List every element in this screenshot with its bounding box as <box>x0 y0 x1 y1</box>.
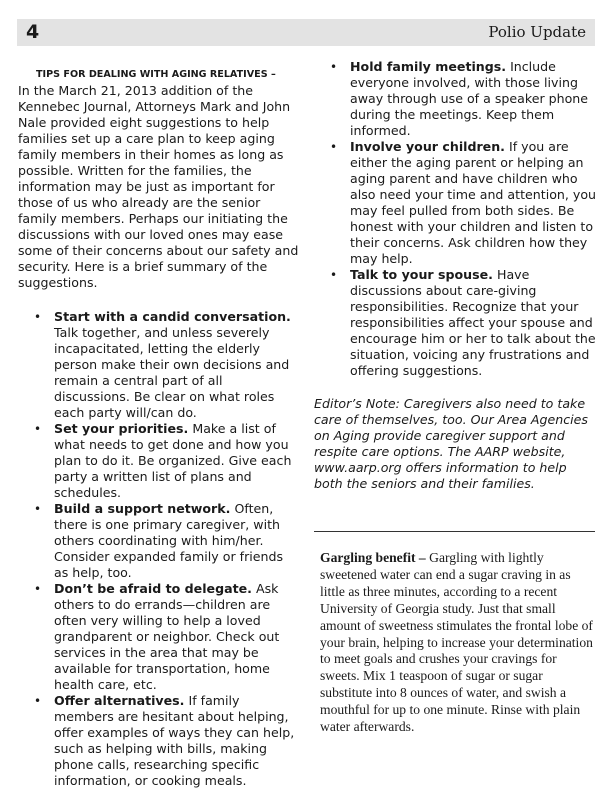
list-item <box>18 309 300 421</box>
tip-title: Set your priorities. <box>54 421 189 436</box>
list-item <box>314 139 598 267</box>
right-column <box>314 59 598 505</box>
tip-text: Ask others to do errands—children are often very willing to help a loved grandparent or neighbor. Check out services in the area that may be available for transportation, home health care, etc. <box>54 581 280 692</box>
page-header <box>17 19 595 46</box>
tip-text: Often, there is one primary caregiver, with others coordinating with him/her. Consider expanded family or friends as help, too. <box>54 501 284 580</box>
tips-list-left <box>18 309 300 789</box>
list-item <box>18 581 300 693</box>
list-item <box>18 501 300 581</box>
editors-note: Editor’s Note: Caregivers also need to take care of themselves, too. Our Area Agencies on Aging provide caregiver support and respite care options. The AARP website, www.aarp.org offers information to help both the seniors and their families. <box>314 396 588 491</box>
tip-title: Hold family meetings. <box>350 59 507 74</box>
article-intro: In the March 21, 2013 addition of the Kennebec Journal, Attorneys Mark and John Nale provided eight suggestions to help families set up a care plan to keep aging family members in their homes as long as possible. Written for the families, the information may be just as important for those of us who already are the senior family members. Perhaps our initiating the discussions with our loved ones may ease some of their concerns about our safety and security. Here is a brief summary of the suggestions. <box>18 83 299 290</box>
tip-text: If you are either the aging parent or helping an aging parent and have children who also need your time and attention, you may feel pulled from both sides. Be honest with your children and listen to their concerns. Ask children how they may help. <box>350 139 597 266</box>
list-item <box>18 693 300 789</box>
article-heading: TIPS FOR DEALING WITH AGING RELATIVES – <box>36 69 276 80</box>
tip-title: Don’t be afraid to delegate. <box>54 581 252 596</box>
newsletter-title: Polio Update <box>488 23 586 41</box>
tip-text: Have discussions about care-giving responsibilities. Recognize that your responsibilities affect your spouse and encourage him or her to talk about the situation, voicing any frustrations and offering suggestions. <box>350 267 596 378</box>
tip-title: Involve your children. <box>350 139 505 154</box>
page-number: 4 <box>26 21 40 43</box>
gargling-text: Gargling with lightly sweetened water can end a sugar craving in as little as three minutes, according to a recent University of Georgia study. Just that small amount of sweetness stimulates the frontal lobe of your brain, helping to increase your determination to meet goals and crushes your cravings for sweets. Mix 1 teaspoon of sugar or sugar substitute into 8 ounces of water, and swish a mouthful for up to one minute. Rinse with plain water afterwards. <box>320 550 593 735</box>
tip-title: Offer alternatives. <box>54 693 185 708</box>
tip-text: Make a list of what needs to get done and how you plan to do it. Be organized. Give each party a written list of plans and schedules. <box>54 421 292 500</box>
tip-text: If family members are hesitant about helping, offer examples of ways they can help, such as helping with bills, making phone calls, researching specific information, or cooking meals. <box>54 693 295 788</box>
tips-list-right <box>314 59 598 379</box>
tip-text: Talk together, and unless severely incapacitated, letting the elderly person make their own decisions and remain a central part of all discussions. Be clear on what roles each party will/can do. <box>54 325 290 420</box>
list-item <box>18 421 300 501</box>
tip-text: Include everyone involved, with those living away through use of a speaker phone during the meetings. Keep them informed. <box>350 59 589 138</box>
gargling-article <box>320 550 594 736</box>
tip-title: Talk to your spouse. <box>350 267 493 282</box>
section-divider <box>314 531 595 532</box>
list-item <box>314 267 598 379</box>
tip-title: Build a support network. <box>54 501 231 516</box>
gargling-title: Gargling benefit – <box>320 550 426 565</box>
list-item <box>314 59 598 139</box>
left-column <box>18 67 300 789</box>
tip-title: Start with a candid conversation. <box>54 309 291 324</box>
